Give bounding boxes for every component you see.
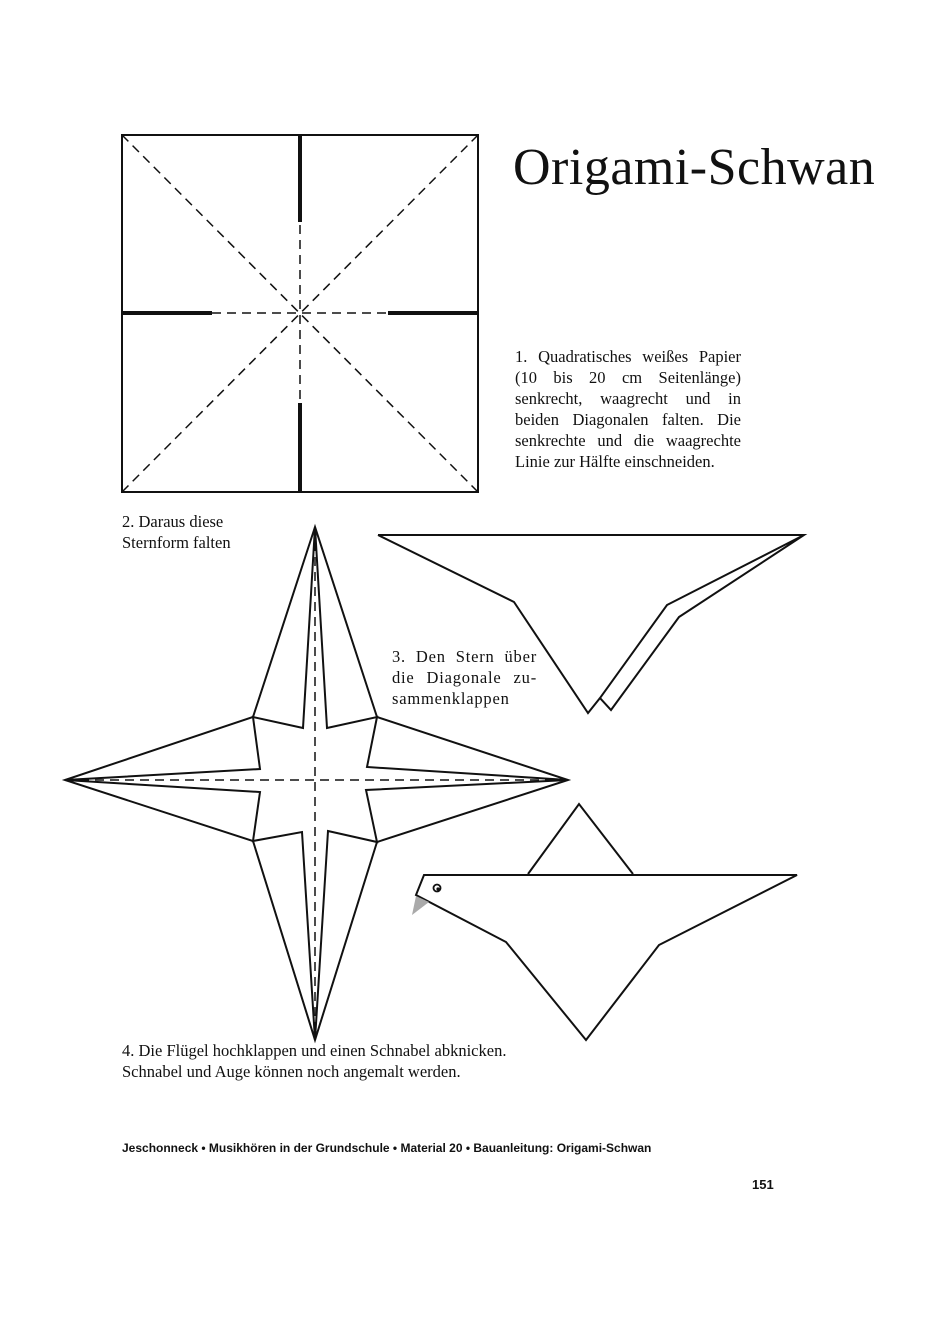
footer: Jeschonneck • Musikhören in der Grundschule • Material 20 • Bauanleitung: Origami-Schwan [122,1141,652,1155]
text-line: senkrechte und die waagrechte [515,431,741,450]
text-line: Linie zur Hälfte einschneiden. [515,452,715,471]
step-1-text [515,346,741,472]
swan-diagram [412,804,797,1040]
text-line: (10 bis 20 cm Seitenlänge) [515,368,741,387]
text-line: Schnabel und Auge können noch angemalt werden. [122,1062,461,1081]
text-line: 3. Den Stern über [392,647,537,666]
page-title: Origami-Schwan [513,139,876,196]
text-line: die Diagonale zu- [392,668,537,687]
text-line: 2. Daraus diese [122,512,224,531]
star-diagram [65,527,568,1040]
text-line: sammenklappen [392,689,510,708]
step-2-text [122,511,231,553]
step-3-text [392,646,537,709]
square-fold-diagram [122,135,478,492]
step-4-text [122,1040,506,1082]
text-line: Sternform falten [122,533,231,552]
page-number: 151 [752,1177,774,1192]
text-line: senkrecht, waagrecht und in [515,389,741,408]
text-line: 4. Die Flügel hochklappen und einen Schnabel abknicken. [122,1041,507,1060]
text-line: beiden Diagonalen falten. Die [515,410,741,429]
text-line: 1. Quadratisches weißes Papier [515,347,741,366]
